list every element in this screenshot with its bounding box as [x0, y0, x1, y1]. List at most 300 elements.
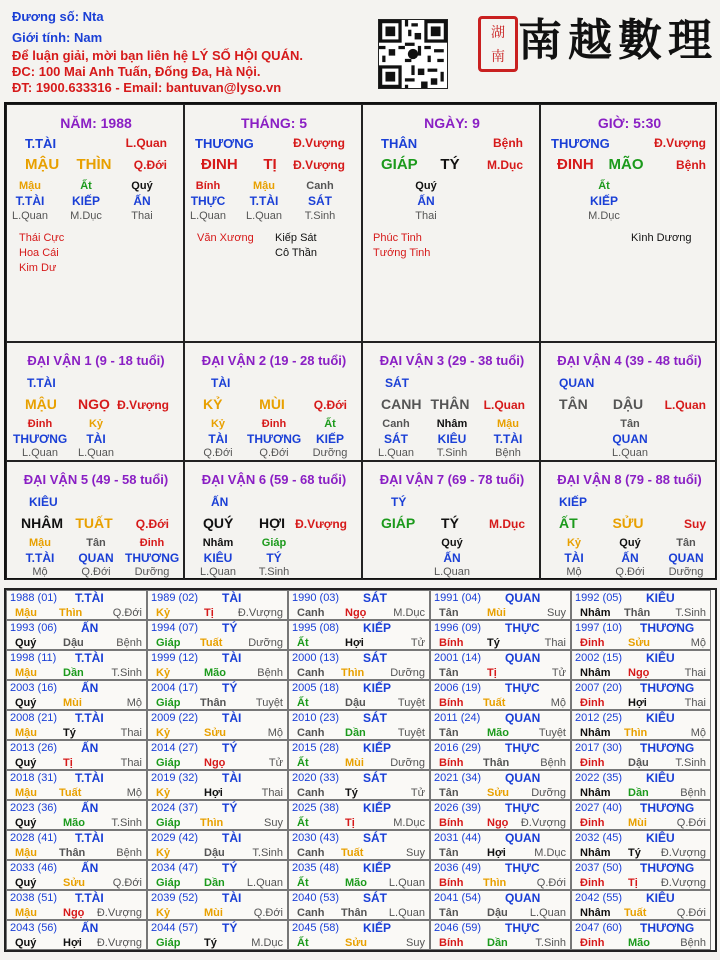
year-label: 2000 (13)	[292, 652, 340, 664]
year-stage: Dưỡng	[248, 637, 283, 649]
hidden-stage: Mộ	[32, 566, 48, 578]
year-stage: T.Sinh	[535, 937, 566, 949]
year-stem: Tân	[439, 667, 459, 679]
hidden-god: T.TÀI	[249, 194, 279, 208]
year-label: 2011 (24)	[434, 712, 481, 724]
year-label: 2031 (44)	[434, 832, 482, 844]
year-stem: Canh	[297, 847, 325, 859]
owner-name: Đương số: Nta	[12, 9, 104, 24]
year-god: TÀI	[222, 591, 242, 605]
year-label: 1995 (08)	[292, 622, 340, 634]
year-cell	[430, 860, 571, 890]
year-stage: T.Sinh	[252, 847, 283, 859]
year-branch: Tý	[628, 847, 641, 859]
year-cell	[147, 920, 288, 950]
star-text: Hoa Cái	[19, 247, 59, 259]
hidden-stem: Kỷ	[566, 537, 582, 549]
year-label: 2029 (42)	[151, 832, 199, 844]
year-stem: Giáp	[156, 877, 181, 889]
year-stem: Canh	[297, 787, 325, 799]
pillar-transform: Đ.Vượng	[293, 136, 345, 150]
pillar-panel	[6, 104, 184, 342]
year-branch: Hợi	[628, 697, 647, 709]
year-stage: Suy	[264, 817, 283, 829]
year-stage: Suy	[547, 607, 566, 619]
pillar-title: GIỜ: 5:30	[597, 115, 662, 131]
year-branch: Dần	[628, 787, 649, 799]
pillar-branch: TÝ	[440, 156, 460, 173]
year-cell	[571, 830, 711, 860]
year-god: ẤN	[81, 801, 99, 815]
dai-van-panel	[362, 342, 540, 461]
year-stage: M.Dục	[534, 847, 566, 859]
year-branch: Hợi	[487, 847, 506, 859]
year-stage: Mộ	[126, 697, 142, 709]
hidden-stem: Mậu	[19, 180, 41, 192]
year-god: TÝ	[222, 921, 238, 935]
year-god: QUAN	[505, 891, 541, 905]
year-stem: Mậu	[15, 607, 37, 619]
dai-van-branch: THÂN	[430, 396, 470, 412]
year-god: KIẾP	[363, 741, 392, 755]
year-cell	[147, 680, 288, 710]
year-god: TÀI	[222, 711, 242, 725]
dai-van-transform: M.Dục	[489, 517, 525, 531]
hidden-stage: T.Sinh	[436, 447, 468, 459]
hidden-stage: M.Dục	[588, 210, 620, 222]
star-text: Thái Cực	[19, 232, 65, 244]
dai-van-stem: TÂN	[559, 396, 588, 412]
year-god: THỰC	[505, 621, 540, 635]
pillar-transform-2: Bệnh	[676, 158, 706, 172]
hidden-stage: T.Sinh	[258, 566, 290, 578]
year-label: 2019 (32)	[151, 772, 199, 784]
year-branch: Tý	[345, 787, 358, 799]
year-stem: Bính	[439, 697, 464, 709]
pillar-stem: MẬU	[25, 156, 60, 173]
year-god: SÁT	[363, 711, 387, 725]
year-stage: Tuyệt	[255, 697, 283, 709]
dai-van-title: ĐẠI VẬN 7 (69 - 78 tuổi)	[379, 472, 525, 487]
year-stage: Mộ	[690, 727, 706, 739]
year-cell	[571, 650, 711, 680]
year-stem: Mậu	[15, 667, 37, 679]
year-branch: Thân	[59, 847, 86, 859]
year-stage: Dưỡng	[390, 667, 425, 679]
year-stem: Giáp	[156, 817, 181, 829]
year-cell	[571, 620, 711, 650]
year-god: SÁT	[363, 771, 387, 785]
year-god: ẤN	[81, 741, 99, 755]
hidden-stage: Q.Đới	[615, 566, 645, 578]
dai-van-panel	[184, 342, 362, 461]
year-stage: L.Quan	[529, 907, 566, 919]
year-cell	[288, 800, 430, 830]
year-god: TÝ	[222, 801, 238, 815]
year-cell	[147, 890, 288, 920]
year-cell	[288, 620, 430, 650]
hidden-stem: Nhâm	[202, 537, 234, 549]
pillar-title: NGÀY: 9	[424, 115, 480, 131]
year-stage: Q.Đới	[536, 877, 566, 889]
year-stage: L.Quan	[246, 877, 283, 889]
hidden-stem: Ất	[598, 180, 610, 192]
year-cell	[571, 890, 711, 920]
hidden-stage: L.Quan	[189, 210, 227, 222]
hidden-stem: Tân	[676, 537, 696, 549]
hidden-god: QUAN	[668, 551, 704, 565]
year-branch: Thìn	[483, 877, 507, 889]
year-branch: Dần	[345, 727, 366, 739]
year-label: 2036 (49)	[434, 862, 482, 874]
hidden-stage: L.Quan	[245, 210, 283, 222]
year-god: T.TÀI	[75, 591, 104, 605]
year-branch: Sửu	[628, 637, 651, 649]
dai-van-panel	[362, 461, 540, 580]
dai-van-transform: Đ.Vượng	[117, 398, 169, 412]
year-stem: Quý	[15, 697, 37, 709]
year-cell	[288, 770, 430, 800]
year-stage: Đ.Vượng	[520, 817, 566, 829]
year-stem: Quý	[15, 637, 37, 649]
year-cell	[430, 710, 571, 740]
year-cell	[6, 860, 147, 890]
year-god: TÝ	[222, 621, 238, 635]
year-label: 2021 (34)	[434, 772, 482, 784]
year-label: 2044 (57)	[151, 922, 199, 934]
pillar-god: T.TÀI	[25, 136, 57, 151]
hidden-god: TÀI	[86, 432, 106, 446]
year-cell	[288, 860, 430, 890]
year-cell	[571, 860, 711, 890]
year-cell	[147, 800, 288, 830]
hidden-god: T.TÀI	[15, 194, 45, 208]
year-stem: Đinh	[580, 817, 605, 829]
year-branch: Thìn	[624, 727, 648, 739]
year-branch: Thìn	[59, 607, 83, 619]
year-cell	[6, 680, 147, 710]
year-stem: Mậu	[15, 727, 37, 739]
hidden-stage: Dưỡng	[312, 447, 348, 459]
hidden-stage: L.Quan	[433, 566, 471, 578]
year-cell	[571, 710, 711, 740]
year-stage: M.Dục	[393, 607, 425, 619]
year-god: TÀI	[222, 831, 242, 845]
year-label: 2037 (50)	[575, 862, 623, 874]
year-stage: Mộ	[267, 727, 283, 739]
year-god: T.TÀI	[75, 651, 104, 665]
year-label: 1991 (04)	[434, 592, 482, 604]
year-god: TÝ	[222, 681, 238, 695]
header	[0, 0, 720, 102]
dai-van-panel	[184, 461, 362, 580]
year-label: 2006 (19)	[434, 682, 482, 694]
dai-van-title: ĐẠI VẬN 2 (19 - 28 tuổi)	[201, 353, 347, 368]
year-stem: Kỷ	[156, 847, 171, 859]
year-stage: Tử	[268, 757, 283, 769]
year-stage: Bệnh	[116, 637, 142, 649]
pillar-branch: MÃO	[608, 156, 644, 173]
year-stage: Bệnh	[257, 667, 283, 679]
hidden-stem: Bính	[195, 180, 221, 192]
year-cell	[430, 680, 571, 710]
dai-van-stem: GIÁP	[381, 515, 416, 531]
year-label: 1996 (09)	[434, 622, 482, 634]
year-branch: Hợi	[204, 787, 223, 799]
year-label: 2004 (17)	[151, 682, 199, 694]
year-cell	[6, 590, 147, 620]
year-god: ẤN	[81, 921, 99, 935]
year-god: KIÊU	[646, 771, 675, 785]
year-cell	[147, 710, 288, 740]
year-cell	[288, 830, 430, 860]
year-stem: Canh	[297, 607, 325, 619]
year-cell	[6, 740, 147, 770]
hidden-stage: Q.Đới	[259, 447, 289, 459]
year-stem: Tân	[439, 907, 459, 919]
year-label: 2030 (43)	[292, 832, 340, 844]
hidden-stem: Đinh	[27, 418, 53, 430]
year-branch: Mùi	[628, 817, 647, 829]
year-cell	[147, 740, 288, 770]
year-cell	[6, 920, 147, 950]
year-cell	[571, 740, 711, 770]
year-stage: Bệnh	[540, 757, 566, 769]
year-stage: Tử	[410, 787, 425, 799]
hidden-stem: Mậu	[29, 537, 51, 549]
year-god: QUAN	[505, 711, 541, 725]
year-stem: Đinh	[580, 757, 605, 769]
hidden-stage: L.Quan	[21, 447, 59, 459]
hidden-god: THƯƠNG	[125, 551, 180, 565]
year-stage: Thai	[120, 727, 142, 739]
year-cell	[430, 770, 571, 800]
year-cell	[288, 710, 430, 740]
year-label: 2020 (33)	[292, 772, 340, 784]
year-stem: Kỷ	[156, 787, 171, 799]
hidden-god: ẤN	[621, 551, 639, 565]
year-stem: Giáp	[156, 757, 181, 769]
year-branch: Tý	[487, 637, 500, 649]
year-stage: Tử	[410, 637, 425, 649]
year-god: KIẾP	[363, 921, 392, 935]
year-god: THƯƠNG	[640, 861, 695, 875]
year-label: 2013 (26)	[10, 742, 58, 754]
year-stem: Đinh	[580, 637, 605, 649]
hidden-stage: Bệnh	[495, 447, 521, 459]
logo	[478, 6, 718, 76]
hidden-god: KIÊU	[437, 432, 467, 446]
dai-van-branch: NGỌ	[78, 396, 110, 412]
address: ĐC: 100 Mai Anh Tuấn, Đống Đa, Hà Nội.	[12, 64, 261, 79]
hidden-stage: Dưỡng	[134, 566, 170, 578]
year-label: 2005 (18)	[292, 682, 340, 694]
year-stem: Đinh	[580, 697, 605, 709]
year-label: 2042 (55)	[575, 892, 623, 904]
year-god: ẤN	[81, 861, 99, 875]
year-cell	[571, 800, 711, 830]
year-cell	[430, 920, 571, 950]
pillar-title: THÁNG: 5	[240, 115, 308, 131]
year-god: SÁT	[363, 831, 387, 845]
hidden-stage: L.Quan	[611, 447, 649, 459]
pillar-panel	[540, 104, 717, 342]
dai-van-transform: L.Quan	[483, 398, 525, 412]
year-cell	[147, 860, 288, 890]
year-cell	[6, 650, 147, 680]
year-god: SÁT	[363, 651, 387, 665]
hidden-stem: Mậu	[253, 180, 275, 192]
year-branch: Mùi	[63, 697, 82, 709]
year-label: 1997 (10)	[575, 622, 623, 634]
year-stem: Đinh	[580, 877, 605, 889]
dai-van-stem: KỶ	[203, 396, 223, 412]
year-stage: T.Sinh	[111, 817, 142, 829]
pillar-transform-2: M.Dục	[487, 158, 523, 172]
year-god: QUAN	[505, 771, 541, 785]
dai-van-branch: TÝ	[441, 515, 459, 531]
year-branch: Mão	[204, 667, 226, 679]
hidden-god: T.TÀI	[25, 551, 55, 565]
year-god: THỰC	[505, 861, 540, 875]
dai-van-panel	[540, 461, 717, 580]
year-stage: Dưỡng	[390, 757, 425, 769]
dai-van-panel	[6, 342, 184, 461]
year-god: THỰC	[505, 681, 540, 695]
dai-van-stem: NHÂM	[21, 515, 63, 531]
year-stem: Bính	[439, 757, 464, 769]
hidden-stage: L.Quan	[199, 566, 237, 578]
year-stage: T.Sinh	[675, 607, 706, 619]
year-stage: M.Dục	[251, 937, 283, 949]
hidden-stem: Tân	[86, 537, 106, 549]
year-stem: Bính	[439, 877, 464, 889]
year-label: 1998 (11)	[10, 652, 57, 664]
year-label: 2039 (52)	[151, 892, 199, 904]
year-branch: Mão	[487, 727, 509, 739]
star-text: Văn Xương	[197, 232, 254, 244]
year-stem: Mậu	[15, 907, 37, 919]
year-stage: Tuyệt	[397, 727, 425, 739]
year-stem: Quý	[15, 937, 37, 949]
year-stage: Q.Đới	[253, 907, 283, 919]
year-stage: Thai	[120, 757, 142, 769]
pillar-stem: GIÁP	[381, 156, 418, 173]
year-god: TÝ	[222, 861, 238, 875]
dai-van-stem: ẤT	[559, 515, 578, 531]
year-label: 2046 (59)	[434, 922, 482, 934]
year-stem: Giáp	[156, 937, 181, 949]
year-branch: Tuất	[341, 847, 364, 859]
year-branch: Hợi	[63, 937, 82, 949]
year-cell	[288, 920, 430, 950]
logo-text: 南越數理	[518, 15, 718, 66]
year-stage: Mộ	[550, 697, 566, 709]
year-cell	[147, 650, 288, 680]
year-stage: Mộ	[690, 637, 706, 649]
year-branch: Mùi	[345, 757, 364, 769]
year-label: 2040 (53)	[292, 892, 340, 904]
year-cell	[430, 830, 571, 860]
hidden-stage: L.Quan	[377, 447, 415, 459]
year-stem: Ất	[297, 937, 309, 949]
year-stage: T.Sinh	[111, 667, 142, 679]
year-cell	[571, 590, 711, 620]
year-god: T.TÀI	[75, 891, 104, 905]
year-cell	[147, 590, 288, 620]
contact-intro: Để luận giải, mời bạn liên hệ LÝ SỐ HỘI QUÁN.	[12, 48, 303, 63]
pillar-transform: L.Quan	[125, 136, 167, 150]
year-stem: Ất	[297, 757, 309, 769]
year-god: ẤN	[81, 681, 99, 695]
hidden-stage: T.Sinh	[304, 210, 336, 222]
pillar-stem: ĐINH	[201, 156, 238, 173]
hidden-stem: Kỷ	[210, 418, 226, 430]
year-label: 2047 (60)	[575, 922, 623, 934]
dai-van-god: KIÊU	[29, 495, 58, 509]
dai-van-god: SÁT	[385, 376, 409, 390]
year-cell	[430, 800, 571, 830]
year-stage: Q.Đới	[112, 607, 142, 619]
year-stage: Q.Đới	[676, 817, 706, 829]
year-branch: Mùi	[487, 607, 506, 619]
year-branch: Tuất	[624, 907, 647, 919]
dai-van-god: T.TÀI	[27, 376, 56, 390]
year-branch: Dần	[63, 667, 84, 679]
pillar-transform: Đ.Vượng	[654, 136, 706, 150]
year-label: 2009 (22)	[151, 712, 199, 724]
year-stage: Tuyệt	[397, 697, 425, 709]
hidden-god: QUAN	[612, 432, 648, 446]
pillar-branch: TỊ	[263, 156, 277, 173]
hidden-stem: Đinh	[139, 537, 165, 549]
year-stem: Canh	[297, 727, 325, 739]
year-branch: Sửu	[487, 787, 510, 799]
year-god: QUAN	[505, 831, 541, 845]
hidden-stage: Mộ	[566, 566, 582, 578]
year-god: TÀI	[222, 651, 242, 665]
year-label: 2041 (54)	[434, 892, 482, 904]
year-branch: Ngọ	[487, 817, 509, 829]
year-god: KIẾP	[363, 681, 392, 695]
hidden-god: THƯƠNG	[13, 432, 68, 446]
pillar-transform: Bệnh	[493, 136, 523, 150]
phone-email: ĐT: 1900.633316 - Email: bantuvan@lyso.vn	[12, 80, 282, 95]
year-god: KIẾP	[363, 801, 392, 815]
year-branch: Ngọ	[345, 607, 367, 619]
dai-van-god: QUAN	[559, 376, 595, 390]
seal-stamp: 湖 南	[478, 16, 518, 72]
year-branch: Tuất	[59, 787, 82, 799]
year-cell	[147, 770, 288, 800]
year-god: KIẾP	[363, 861, 392, 875]
year-cell	[430, 620, 571, 650]
year-god: TÀI	[222, 771, 242, 785]
year-god: ẤN	[81, 621, 99, 635]
year-branch: Tị	[204, 607, 214, 619]
hidden-god: KIẾP	[71, 194, 100, 208]
year-stem: Nhâm	[580, 667, 611, 679]
dai-van-god: KIẾP	[559, 495, 588, 509]
hidden-stage: L.Quan	[77, 447, 115, 459]
year-god: KIÊU	[646, 831, 675, 845]
year-stem: Mậu	[15, 787, 37, 799]
year-stage: Q.Đới	[112, 877, 142, 889]
year-god: THƯƠNG	[640, 681, 695, 695]
year-stem: Ất	[297, 817, 309, 829]
year-stem: Kỷ	[156, 607, 171, 619]
year-cell	[430, 590, 571, 620]
